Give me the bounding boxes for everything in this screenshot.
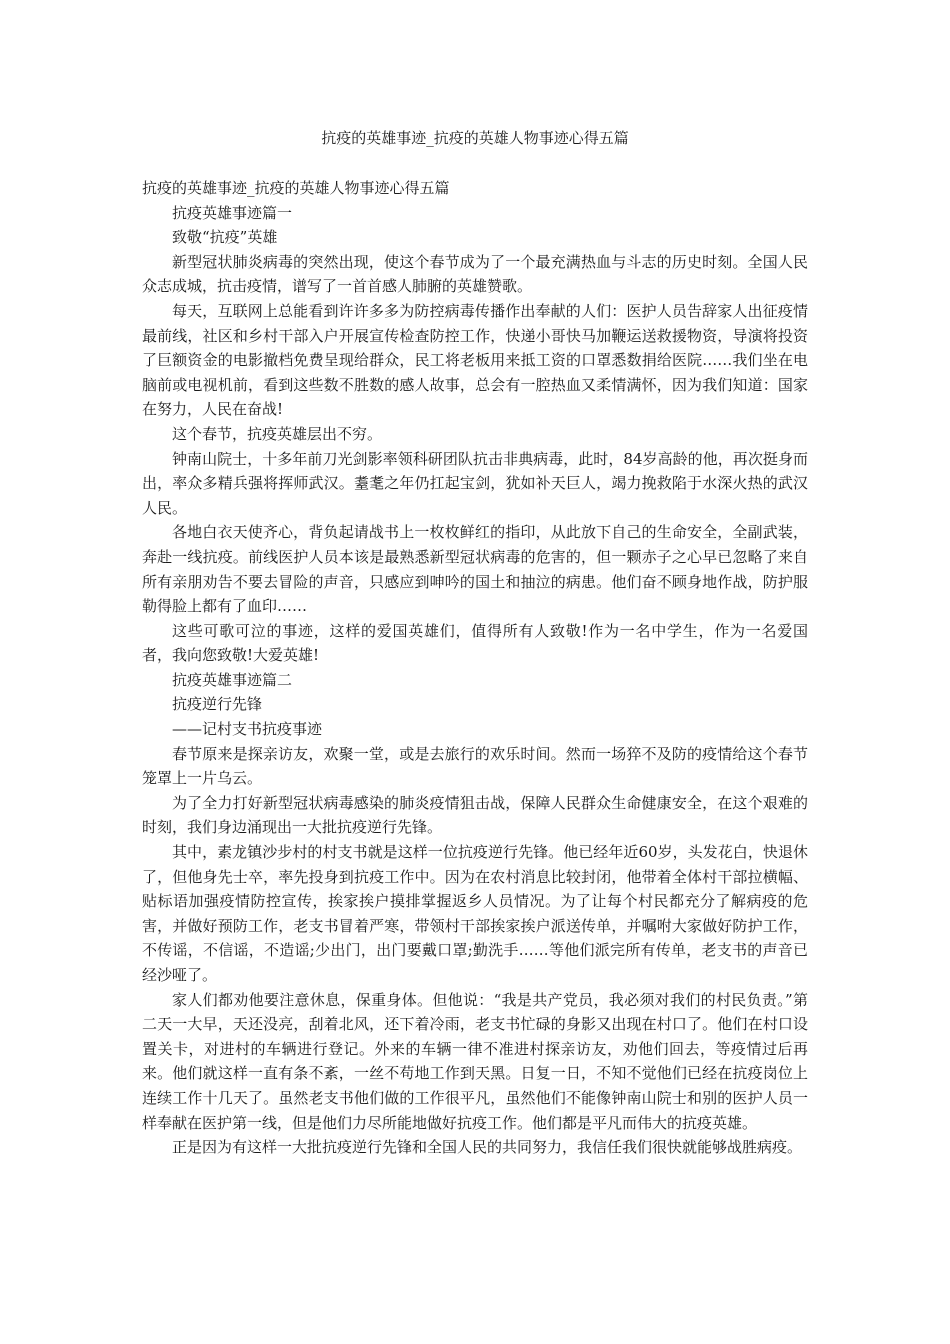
- paragraph: 各地白衣天使齐心，背负起请战书上一枚枚鲜红的指印，从此放下自己的生命安全，全副武装，奔赴一线抗疫。前线医护人员本该是最熟悉新型冠状病毒的危害的，但一颗赤子之心早已忽略了来自所有亲朋劝告不要去冒险的声音，只感应到呻吟的国土和抽泣的病患。他们奋不顾身地作战，防护服勒得脸上都有了血印……: [142, 523, 808, 616]
- paragraph: 抗疫英雄事迹篇二: [172, 670, 293, 689]
- paragraph: 为了全力打好新型冠状病毒感染的肺炎疫情狙击战，保障人民群众生命健康安全，在这个艰难的时刻，我们身边涌现出一大批抗疫逆行先锋。: [142, 793, 808, 837]
- document-body: [142, 176, 808, 1160]
- paragraph: ——记村支书抗疫事迹: [172, 720, 323, 739]
- paragraph: 钟南山院士，十多年前刀光剑影率领科研团队抗击非典病毒，此时，84岁高龄的他，再次挺身而出，率众多精兵强将挥师武汉。耋耄之年仍扛起宝剑，犹如补天巨人，竭力挽救陷于水深火热的武汉人民。: [142, 449, 808, 517]
- paragraph: 新型冠状肺炎病毒的突然出现，使这个春节成为了一个最充满热血与斗志的历史时刻。全国人民众志成城，抗击疫情，谱写了一首首感人肺腑的英雄赞歌。: [142, 252, 808, 296]
- document-title: 抗疫的英雄事迹_抗疫的英雄人物事迹心得五篇: [321, 129, 629, 147]
- paragraph: 春节原来是探亲访友，欢聚一堂，或是去旅行的欢乐时间。然而一场猝不及防的疫情给这个春节笼罩上一片乌云。: [142, 744, 808, 788]
- paragraph: 正是因为有这样一大批抗疫逆行先锋和全国人民的共同努力，我信任我们很快就能够战胜病疫。: [172, 1138, 803, 1157]
- paragraph: 这个春节，抗疫英雄层出不穷。: [172, 424, 383, 443]
- paragraph: 致敬“抗疫”英雄: [172, 228, 278, 247]
- paragraph: 抗疫英雄事迹篇一: [172, 203, 293, 222]
- paragraph: 家人们都劝他要注意休息，保重身体。但他说：“我是共产党员，我必须对我们的村民负责。”第二天一大早，天还没亮，刮着北风，还下着冷雨，老支书忙碌的身影又出现在村口了。他们在村口设置关卡，对进村的车辆进行登记。外来的车辆一律不准进村探亲访友，劝他们回去，等疫情过后再来。他们就这样一直有条不紊，一丝不苟地工作到天黑。日复一日，不知不觉他们已经在抗疫岗位上连续工作十几天了。虽然老支书他们做的工作很平凡，虽然他们不能像钟南山院士和别的医护人员一样奉献在医护第一线，但是他们力尽所能地做好抗疫工作。他们都是平凡而伟大的抗疫英雄。: [142, 990, 808, 1132]
- paragraph: 其中，素龙镇沙步村的村支书就是这样一位抗疫逆行先锋。他已经年近60岁，头发花白，快退休了，但他身先士卒，率先投身到抗疫工作中。因为在农村消息比较封闭，他带着全体村干部拉横幅、贴标语加强疫情防控宣传，挨家挨户摸排掌握返乡人员情况。为了让每个村民都充分了解病疫的危害，并做好预防工作，老支书冒着严寒，带领村干部挨家挨户派送传单，并嘱咐大家做好防护工作，不传谣，不信谣，不造谣;少出门，出门要戴口罩;勤洗手……等他们派完所有传单，老支书的声音已经沙哑了。: [142, 843, 808, 984]
- paragraph: 抗疫的英雄事迹_抗疫的英雄人物事迹心得五篇: [142, 179, 450, 197]
- paragraph: 抗疫逆行先锋: [172, 695, 263, 714]
- paragraph: 这些可歌可泣的事迹，这样的爱国英雄们，值得所有人致敬!作为一名中学生，作为一名爱国者，我向您致敬!大爱英雄!: [142, 621, 808, 665]
- paragraph: 每天，互联网上总能看到许许多多为防控病毒传播作出奉献的人们：医护人员告辞家人出征疫情最前线，社区和乡村干部入户开展宣传检查防控工作，快递小哥快马加鞭运送救援物资，导演将投资了巨额资金的电影撤档免费呈现给群众，民工将老板用来抵工资的口罩悉数捐给医院……我们坐在电脑前或电视机前，看到这些数不胜数的感人故事，总会有一腔热血又柔情满怀，因为我们知道：国家在努力，人民在奋战!: [142, 301, 808, 419]
